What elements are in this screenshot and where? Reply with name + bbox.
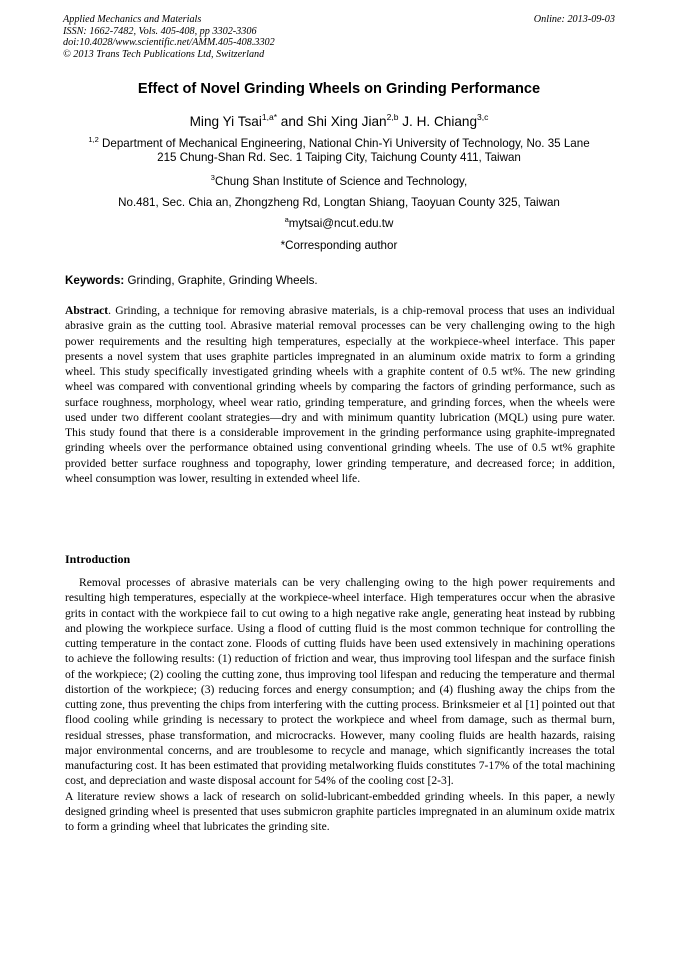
introduction-paragraph: A literature review shows a lack of research on solid-lubricant-embedded grinding wheels. In this paper, a newly designed grinding wheel is presented that uses submicron graphite particles impregnated in an aluminum oxide matrix to form a grinding wheel that lubricates the grinding site.	[65, 789, 615, 833]
keywords-text: Grinding, Graphite, Grinding Wheels.	[127, 274, 318, 287]
author-conjunction: and	[280, 114, 304, 129]
affiliation-sup: 3	[210, 173, 215, 182]
abstract-text: . Grinding, a technique for removing abrasive materials, is a chip-removal process that uses an individual abrasive grain as the cutting tool. Abrasive material removal processes can be very challenging owing to the high power requirements and the resulting high temperatures, especially at the workpiece-wheel interface. This paper presents a novel system that uses graphite particles impregnated in an aluminum oxide matrix to form a grinding wheel. This study specifically investigated grinding wheels with a graphite content of 0.5 wt%. The new grinding wheel was compared with conventional grinding wheels by comparing the factors of grinding performance, such as surface roughness, morphology, wheel wear ratio, grinding temperature, and grinding forces, when the wheels were used under two different coolant strategies—dry and with minimum quantity lubrication (MQL) using pure water. This study found that there is a considerable improvement in the grinding performance using graphite-impregnated grinding wheels over the performance obtained using conventional grinding wheels. The use of 0.5 wt% graphite provided better surface roughness and topography, lower grinding temperature, and decreased force; in addition, wheel consumption was lower, resulting in extended wheel life.	[65, 304, 615, 485]
journal-name: Applied Mechanics and Materials	[63, 14, 202, 25]
introduction-body	[65, 575, 615, 834]
author-name: Shi Xing Jian	[307, 114, 387, 129]
keywords	[65, 274, 615, 287]
introduction-paragraph: Removal processes of abrasive materials can be very challenging owing to the high power requirements and resulting high temperatures, especially at the workpiece-wheel interface. High temperatures occur when the abrasive grits in contact with the workpiece fail to cut owing to a high negative rake angle, generating heat instead by rubbing and plowing the workpiece surface. Using a flood of cutting fluid is the most common technique for controlling the cutting temperature in the contact zone. Floods of cutting fluids have been used extensively in machining operations to achieve the following results: (1) reduction of friction and wear, thus improving tool lifespan and the surface finish of the workpiece; (2) cooling the cutting zone, thus improving tool lifespan and reducing the temperature and thermal distortion of the workpiece; (3) reducing forces and energy consumption; and (4) flushing away the chips from the cutting zone, thus preventing the chips from interfering with the cutting process. Brinksmeier et al [1] pointed out that flood cooling while grinding is necessary to protect the workpiece and wheel from damage, such as thermal burn, residual stresses, phase transformation, and microcracks. However, many cooling fluids are health hazards, raising major environmental concerns, and are troublesome to recycle and manage, which significantly increases the total manufacturing cost. It has been estimated that providing metalworking fluids constitutes 7-17% of the total machining cost, and depreciation and waste disposal account for 54% of the cooling cost [2-3].	[65, 576, 615, 788]
affiliation-2-address: No.481, Sec. Chia an, Zhongzheng Rd, Longtan Shiang, Taoyuan County 325, Taiwan	[118, 196, 560, 209]
journal-header	[63, 14, 615, 60]
corresponding-author-note: *Corresponding author	[280, 239, 398, 252]
author-email	[0, 217, 678, 231]
section-heading-introduction: Introduction	[65, 552, 131, 566]
affiliation-sup: 1,2	[88, 135, 99, 144]
author-sup: 1,a*	[261, 112, 278, 122]
affiliation-line: Chung Shan Institute of Science and Technology,	[214, 175, 468, 188]
affiliation-2	[0, 175, 678, 189]
journal-copyright: © 2013 Trans Tech Publications Ltd, Switzerland	[63, 48, 265, 60]
online-date: Online: 2013-09-03	[533, 14, 615, 25]
keywords-label: Keywords:	[65, 274, 125, 287]
author-sup: 3,c	[477, 112, 489, 122]
abstract	[65, 303, 615, 486]
journal-doi: doi:10.4028/www.scientific.net/AMM.405-408.3302	[63, 37, 275, 49]
author-list	[0, 114, 678, 129]
abstract-label: Abstract	[65, 304, 109, 317]
affiliation-1	[0, 137, 678, 165]
author-sup: 2,b	[386, 112, 399, 122]
email-sup: a	[284, 215, 289, 224]
journal-issn: ISSN: 1662-7482, Vols. 405-408, pp 3302-3306	[63, 25, 257, 37]
author-name: J. H. Chiang	[402, 114, 478, 129]
email-address: mytsai@ncut.edu.tw	[288, 217, 394, 230]
affiliation-line: 215 Chung-Shan Rd. Sec. 1 Taiping City, Taichung County 411, Taiwan	[157, 151, 521, 164]
paper-title: Effect of Novel Grinding Wheels on Grinding Performance	[137, 81, 541, 97]
affiliation-line: Department of Mechanical Engineering, National Chin-Yi University of Technology, No. 35 Lane	[102, 137, 590, 150]
author-name: Ming Yi Tsai	[189, 114, 262, 129]
